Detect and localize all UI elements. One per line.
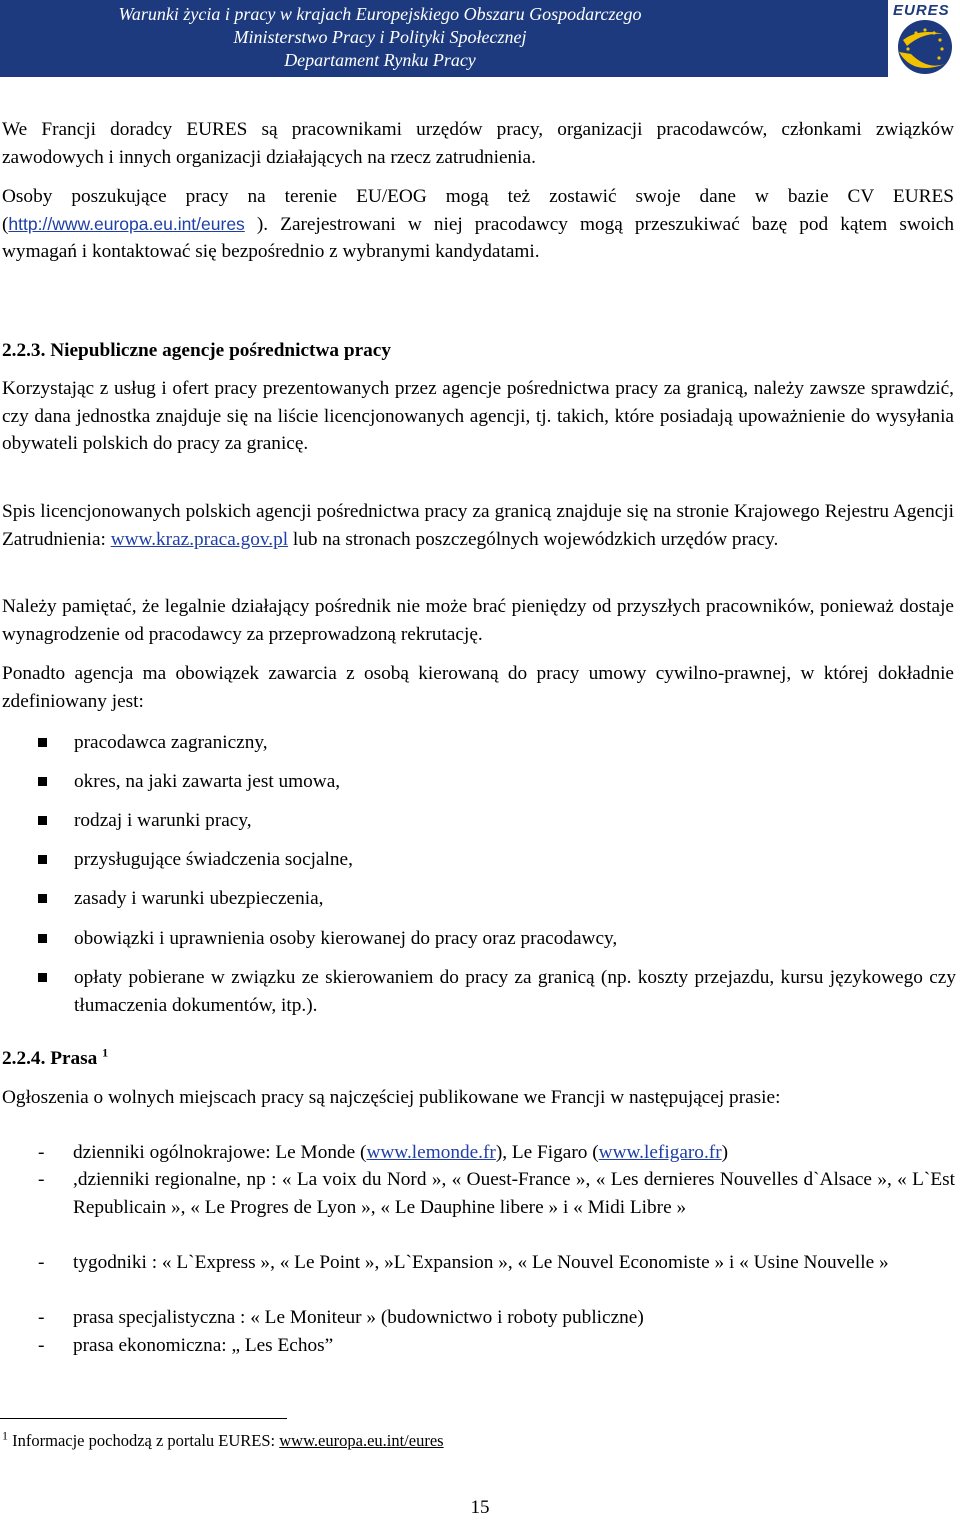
intro-paragraph-2: Osoby poszukujące pracy na terenie EU/EOG mogą też zostawić swoje dane w bazie CV EURES (http://www.europa.eu.int/eures ). Zarejestrowani w niej pracodawcy mogą przeszukiwać bazę pod kątem swoich wymagań i kontaktować się bezpośrednio z wybranymi kandydatami.	[2, 186, 954, 262]
footnote-link[interactable]: www.europa.eu.int/eures	[279, 1431, 444, 1450]
footnote-ref[interactable]: 1	[102, 1045, 109, 1060]
square-bullet-icon	[38, 934, 47, 943]
lefigaro-link[interactable]: www.lefigaro.fr	[598, 1142, 722, 1163]
square-bullet-icon	[38, 777, 47, 786]
square-bullet-icon	[38, 816, 47, 825]
footnote-number: 1	[2, 1428, 8, 1443]
lemonde-link[interactable]: www.lemonde.fr	[366, 1142, 496, 1163]
press-intro: Ogłoszenia o wolnych miejscach pracy są najczęściej publikowane we Francji w następującej prasie:	[2, 1087, 781, 1108]
square-bullet-icon	[38, 894, 47, 903]
agencies-paragraph-1: Korzystając z usług i ofert pracy prezentowanych przez agencje pośrednictwa pracy za granicą, należy zawsze sprawdzić, czy dana jednostka znajduje się na liście licencjonowanych agencji, tj. takich, które posiadają upoważnienie do wysyłania obywateli polskich do pracy za granicę.	[2, 378, 954, 454]
header-ministry: Ministerstwo Pracy i Polityki Społecznej	[233, 27, 527, 47]
logo-text: EURES	[893, 2, 950, 19]
eures-logo-icon	[893, 18, 957, 76]
section-heading-223: 2.2.3. Niepubliczne agencje pośrednictwa pracy	[2, 340, 391, 361]
header-department: Departament Rynku Pracy	[284, 50, 476, 70]
square-bullet-icon	[38, 855, 47, 864]
agencies-paragraph-2: Spis licencjonowanych polskich agencji pośrednictwa pracy za granicą znajduje się na stronie Krajowego Rejestru Agencji Zatrudnienia: www.kraz.praca.gov.pl lub na stronach poszczególnych wojewódzkich urzędów pracy.	[2, 501, 954, 550]
header-title: Warunki życia i pracy w krajach Europejskiego Obszaru Gospodarczego	[118, 4, 642, 24]
eures-cv-link[interactable]: http://www.europa.eu.int/eures	[8, 213, 245, 234]
page-number: 15	[470, 1497, 490, 1518]
intro-paragraph-1: We Francji doradcy EURES są pracownikami urzędów pracy, organizacji pracodawców, członkami związków zawodowych i innych organizacji działających na rzecz zatrudnienia.	[2, 119, 954, 168]
footnote-divider	[0, 1418, 287, 1419]
section-heading-224: 2.2.4. Prasa $^1$	[2, 1045, 109, 1069]
footnote: $^1$ Informacje pochodzą z portalu EURES: www.europa.eu.int/eures	[2, 1428, 444, 1450]
agencies-paragraph-4: Ponadto agencja ma obowiązek zawarcia z osobą kierowaną do pracy umowy cywilno-prawnej, w której dokładnie zdefiniowany jest:	[2, 663, 954, 712]
page-header	[0, 0, 960, 80]
kraz-link[interactable]: www.kraz.praca.gov.pl	[110, 528, 289, 550]
square-bullet-icon	[38, 738, 47, 747]
eures-logo	[889, 2, 960, 78]
agencies-paragraph-3: Należy pamiętać, że legalnie działający pośrednik nie może brać pieniędzy od przyszłych pracowników, ponieważ dostaje wynagrodzenie od pracodawcy za przeprowadzoną rekrutację.	[2, 596, 954, 645]
square-bullet-icon	[38, 973, 47, 982]
